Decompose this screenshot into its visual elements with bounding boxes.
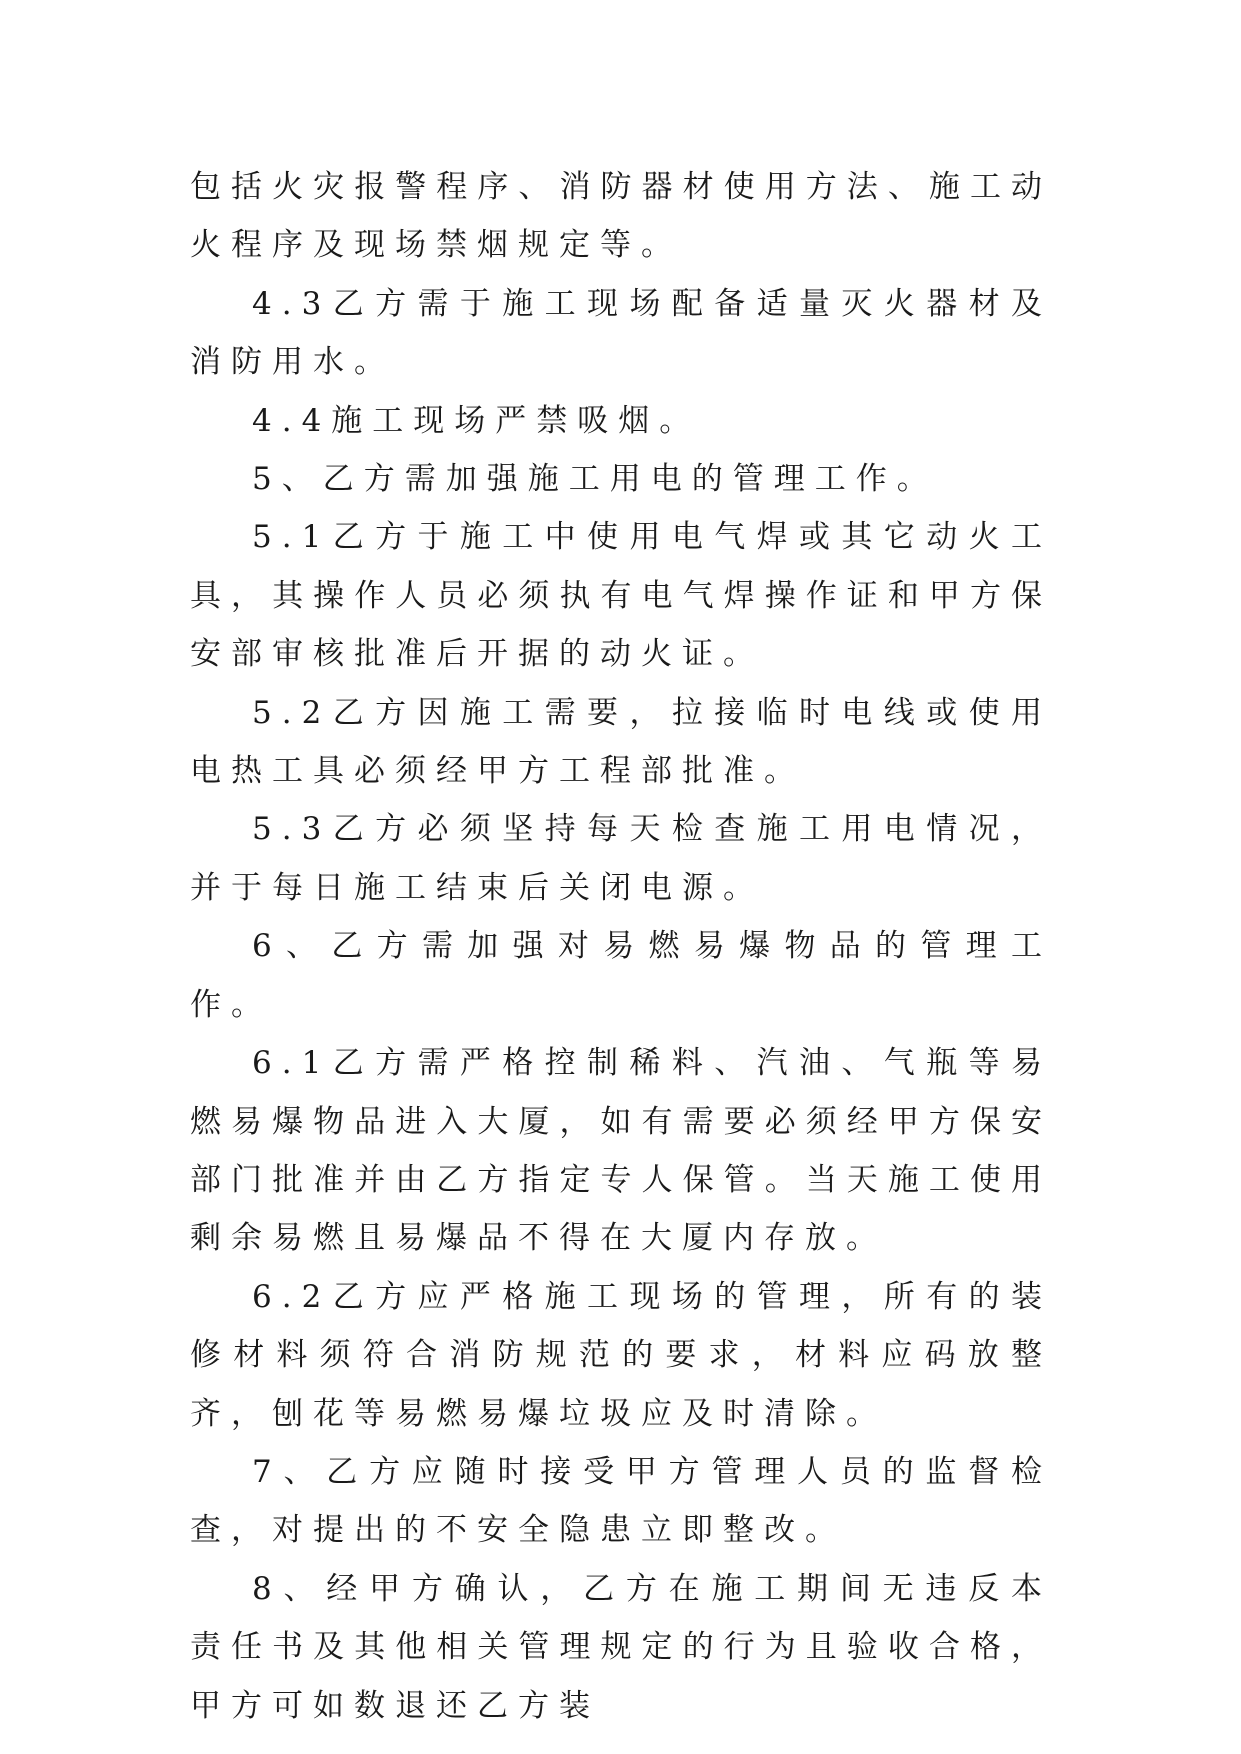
paragraph-5-1: 5.1乙方于施工中使用电气焊或其它动火工具，其操作人员必须执有电气焊操作证和甲方保安部审核批准后开据的动火证。	[190, 519, 1052, 673]
paragraph-6: 6、乙方需加强对易燃易爆物品的管理工作。	[190, 928, 1052, 1023]
paragraph-4-4: 4.4施工现场严禁吸烟。	[252, 402, 701, 439]
paragraph-4-3: 4.3乙方需于施工现场配备适量灭火器材及消防用水。	[190, 285, 1052, 381]
paragraph-fire-training-cont: 包括火灾报警程序、消防器材使用方法、施工动火程序及现场禁烟规定等。	[190, 169, 1052, 264]
document-page	[190, 158, 1052, 1735]
paragraph-6-2: 6.2乙方应严格施工现场的管理，所有的装修材料须符合消防规范的要求，材料应码放整齐，刨花等易燃易爆垃圾应及时清除。	[190, 1278, 1052, 1432]
paragraph-6-1: 6.1乙方需严格控制稀料、汽油、气瓶等易燃易爆物品进入大厦，如有需要必须经甲方保安部门批准并由乙方指定专人保管。当天施工使用剩余易燃且易爆品不得在大厦内存放。	[190, 1045, 1052, 1257]
paragraph-5: 5、乙方需加强施工用电的管理工作。	[252, 461, 938, 498]
paragraph-5-2: 5.2乙方因施工需要，拉接临时电线或使用电热工具必须经甲方工程部批准。	[190, 694, 1052, 790]
paragraph-7: 7、乙方应随时接受甲方管理人员的监督检查，对提出的不安全隐患立即整改。	[190, 1453, 1052, 1549]
paragraph-5-3: 5.3乙方必须坚持每天检查施工用电情况，并于每日施工结束后关闭电源。	[190, 811, 1052, 906]
paragraph-8: 8、经甲方确认，乙方在施工期间无违反本责任书及其他相关管理规定的行为且验收合格，甲方可如数退还乙方装	[190, 1570, 1052, 1724]
